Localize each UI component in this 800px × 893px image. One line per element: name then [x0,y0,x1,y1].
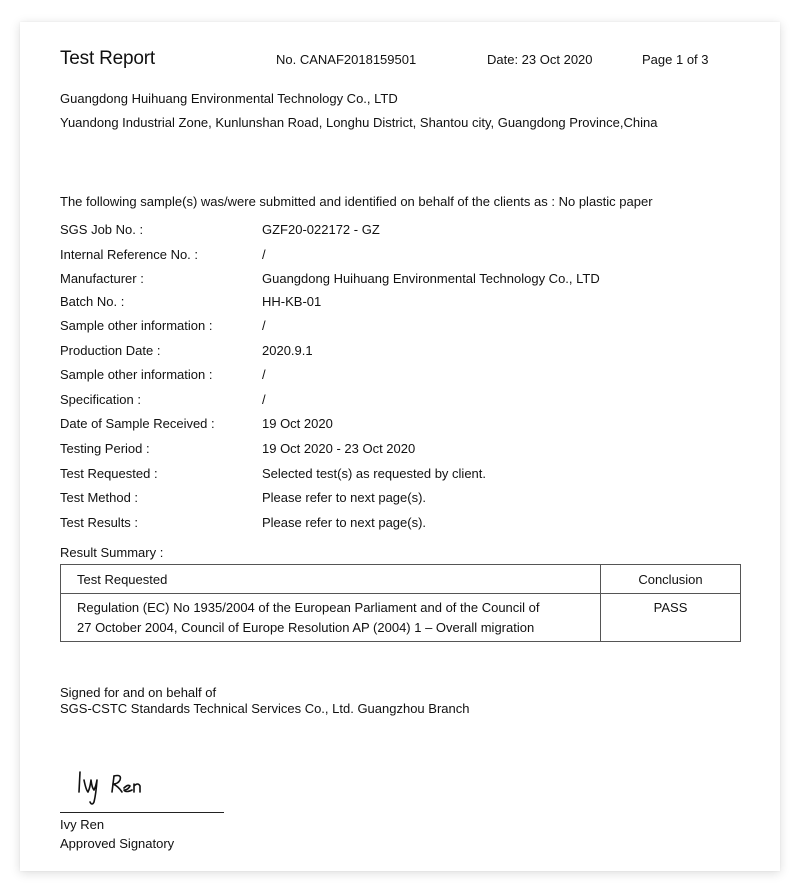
field-value: HH-KB-01 [262,294,322,309]
result-summary-table [60,564,741,642]
report-date: Date: 23 Oct 2020 [487,52,593,67]
signer-name: Ivy Ren [60,817,105,832]
field-label: Batch No. : [60,294,125,309]
conclusion-cell: PASS [601,594,741,642]
report-page [20,22,780,871]
field-value: 19 Oct 2020 [262,416,333,431]
field-label: Specification : [60,392,141,407]
report-title: Test Report [60,48,155,69]
report-number: No. CANAF2018159501 [276,52,417,67]
field-label: Test Requested : [60,466,158,481]
field-label: Sample other information : [60,318,213,333]
signed-behalf-line: Signed for and on behalf of [60,685,217,700]
field-value: / [262,318,266,333]
handwritten-signature-icon [76,766,166,810]
field-value: Selected test(s) as requested by client. [262,466,487,481]
field-value: 2020.9.1 [262,343,313,358]
field-value: / [262,247,266,262]
field-value: / [262,367,266,382]
field-label: Test Results : [60,515,139,530]
signer-title: Approved Signatory [60,836,175,851]
column-header-test-requested: Test Requested [61,565,601,594]
field-value: Guangdong Huihuang Environmental Technology Co., LTD [262,271,600,286]
test-requested-line: 27 October 2004, Council of Europe Resolution AP (2004) 1 – Overall migration [77,620,535,635]
field-label: Internal Reference No. : [60,247,199,262]
field-label: Test Method : [60,490,139,505]
field-value: GZF20-022172 - GZ [262,222,380,237]
field-label: Date of Sample Received : [60,416,215,431]
field-label: Manufacturer : [60,271,144,286]
field-value: Please refer to next page(s). [262,490,427,505]
signature-line [60,812,224,813]
field-label: Sample other information : [60,367,213,382]
column-header-conclusion: Conclusion [601,565,741,594]
table-header-row [61,565,741,594]
field-label: Production Date : [60,343,161,358]
field-value: 19 Oct 2020 - 23 Oct 2020 [262,441,416,456]
signing-company: SGS-CSTC Standards Technical Services Co., Ltd. Guangzhou Branch [60,701,470,716]
field-value: Please refer to next page(s). [262,515,427,530]
field-value: / [262,392,266,407]
intro-text: The following sample(s) was/were submitted and identified on behalf of the clients as : No plastic paper [60,194,653,209]
client-name: Guangdong Huihuang Environmental Technology Co., LTD [60,91,398,106]
test-requested-line: Regulation (EC) No 1935/2004 of the European Parliament and of the Council of [77,600,540,615]
table-row [61,594,741,642]
field-label: SGS Job No. : [60,222,144,237]
test-requested-cell [61,594,601,642]
client-address: Yuandong Industrial Zone, Kunlunshan Road, Longhu District, Shantou city, Guangdong Province,China [60,115,658,130]
page-indicator: Page 1 of 3 [642,52,709,67]
field-label: Testing Period : [60,441,150,456]
result-summary-label: Result Summary : [60,545,164,560]
